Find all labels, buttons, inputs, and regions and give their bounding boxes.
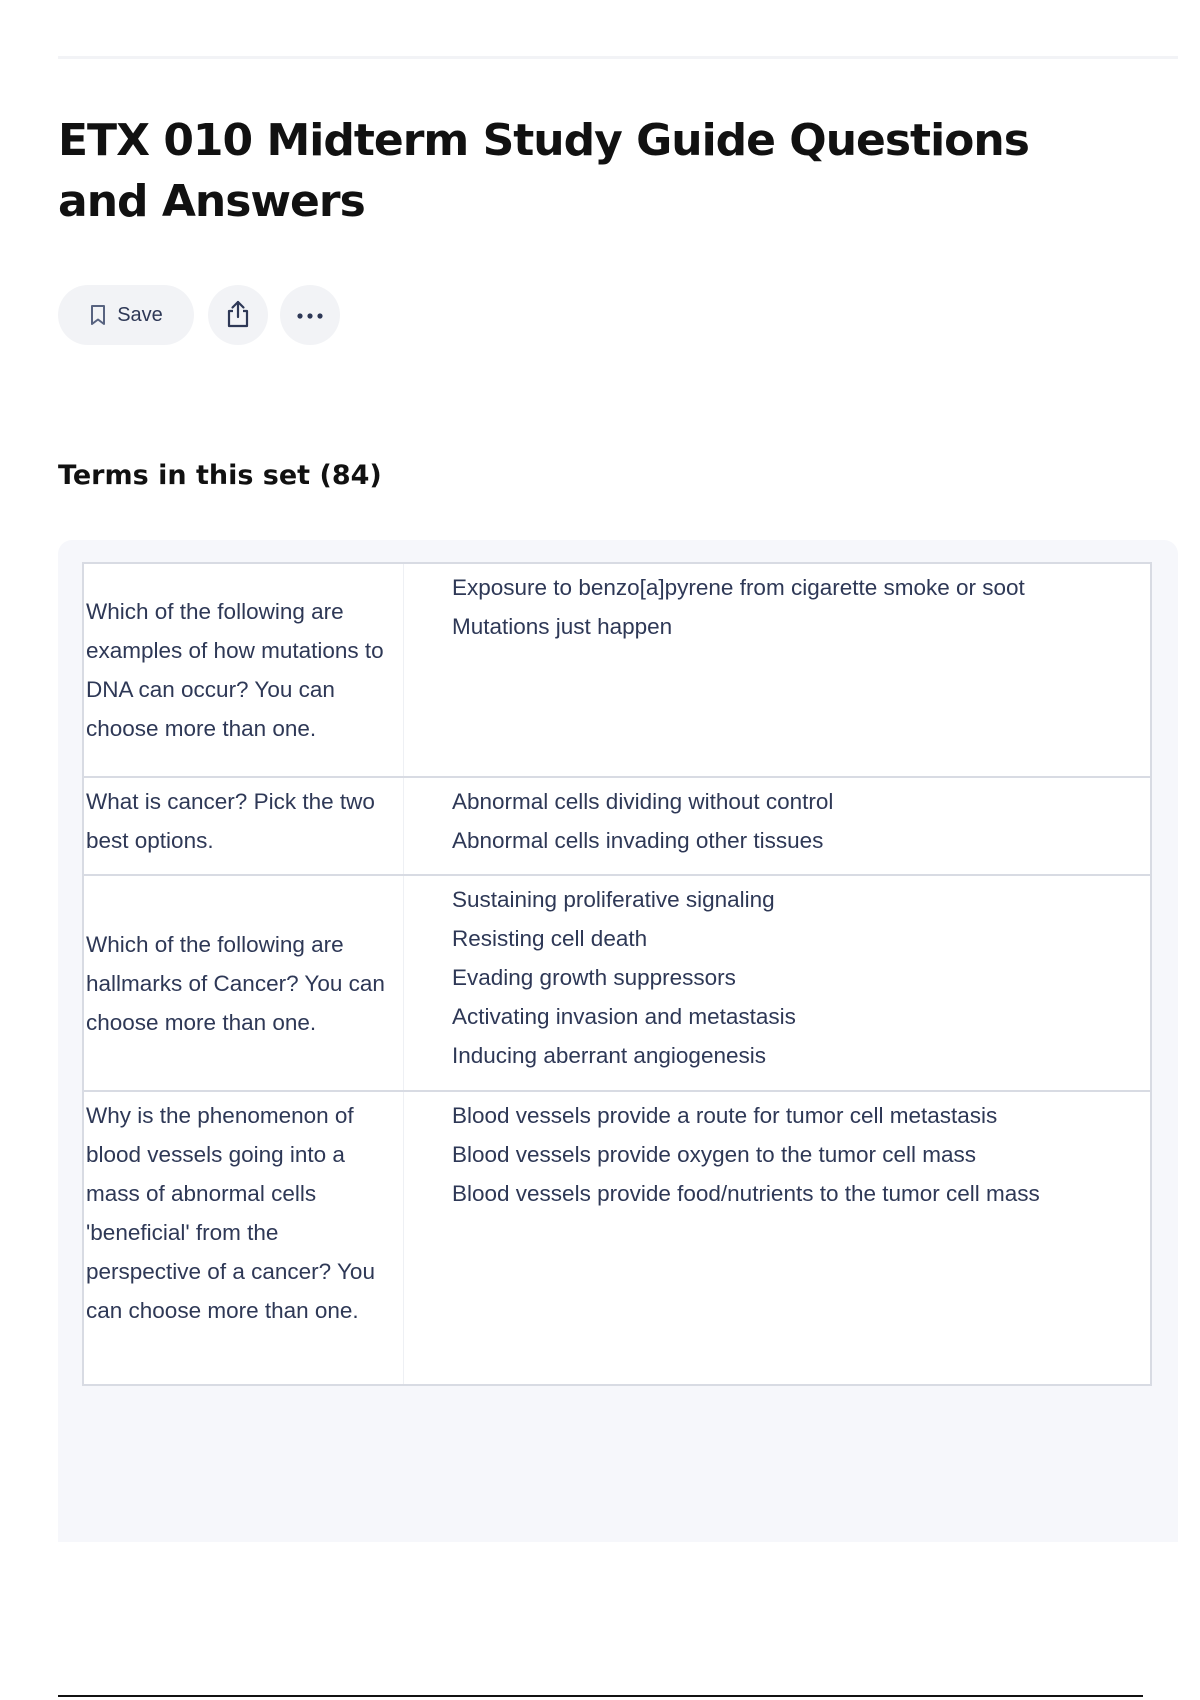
save-label: Save xyxy=(117,303,163,326)
definition-line: Activating invasion and metastasis xyxy=(452,1004,796,1029)
bottom-divider xyxy=(58,1695,1143,1697)
table-row xyxy=(84,1092,1150,1384)
definition-line: Inducing aberrant angiogenesis xyxy=(452,1043,766,1068)
share-icon xyxy=(224,299,252,332)
top-divider xyxy=(58,56,1178,59)
page-title: ETX 010 Midterm Study Guide Questions and Answers xyxy=(58,115,1029,227)
definition-line: Blood vessels provide food/nutrients to the tumor cell mass xyxy=(452,1181,1040,1206)
definition-cell xyxy=(404,876,1150,1090)
term-cell: Which of the following are examples of how mutations to DNA can occur? You can choose more than one. xyxy=(84,564,404,776)
terms-table xyxy=(82,562,1152,1386)
bookmark-icon xyxy=(89,304,107,326)
definition-cell xyxy=(404,778,1150,874)
definition-line: Mutations just happen xyxy=(452,614,673,639)
terms-heading: Terms in this set (84) xyxy=(58,460,382,491)
definition-cell xyxy=(404,1092,1150,1384)
definition-line: Resisting cell death xyxy=(452,926,648,951)
more-options-button[interactable] xyxy=(280,285,340,345)
definition-line: Exposure to benzo[a]pyrene from cigarette smoke or soot xyxy=(452,575,1025,600)
share-button[interactable] xyxy=(208,285,268,345)
definition-line: Blood vessels provide a route for tumor cell metastasis xyxy=(452,1103,998,1128)
definition-cell xyxy=(404,564,1150,776)
table-row xyxy=(84,876,1150,1092)
save-button[interactable] xyxy=(58,285,194,345)
term-cell: Which of the following are hallmarks of Cancer? You can choose more than one. xyxy=(84,876,404,1090)
definition-line: Sustaining proliferative signaling xyxy=(452,887,775,912)
definition-line: Blood vessels provide oxygen to the tumor cell mass xyxy=(452,1142,977,1167)
term-cell: Why is the phenomenon of blood vessels going into a mass of abnormal cells 'beneficial' from the perspective of a cancer? You can choose more than one. xyxy=(84,1092,404,1384)
term-cell: What is cancer? Pick the two best options. xyxy=(84,778,404,874)
definition-line: Evading growth suppressors xyxy=(452,965,736,990)
table-row xyxy=(84,778,1150,876)
definition-line: Abnormal cells dividing without control xyxy=(452,789,834,814)
definition-line: Abnormal cells invading other tissues xyxy=(452,828,824,853)
table-row xyxy=(84,564,1150,778)
more-horizontal-icon xyxy=(296,308,324,323)
